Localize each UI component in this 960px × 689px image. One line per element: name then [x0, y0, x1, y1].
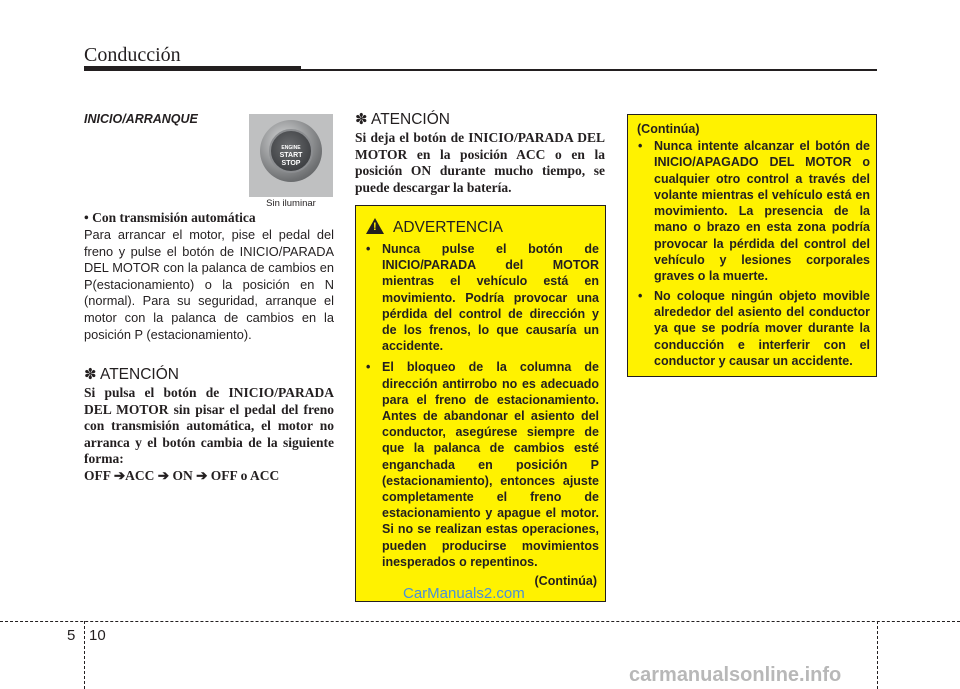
- warning-box: [355, 205, 606, 602]
- attention-1-sequence: OFF ➔ACC ➔ ON ➔ OFF o ACC: [84, 467, 280, 483]
- footer-separator: [877, 621, 878, 689]
- warning-continues: (Continúa): [534, 574, 597, 588]
- footer-rule: [0, 621, 960, 622]
- attention-1-text: Si pulsa el botón de INICIO/PARADA DEL MOTOR sin pisar el pedal del freno con transmisión automática, el motor no arranca y el botón cambia de la siguiente forma:: [84, 385, 334, 466]
- bullet-icon: •: [366, 242, 371, 256]
- attention-star-icon: ✽: [355, 111, 368, 128]
- start-button-label: [271, 144, 311, 168]
- bullet-icon: •: [638, 139, 643, 153]
- page-chapter-number: 5: [67, 627, 76, 644]
- continuation-list: [637, 138, 870, 372]
- warning-exclamation-icon: !: [373, 221, 377, 233]
- warning-title: ADVERTENCIA: [393, 219, 503, 236]
- attention-2-text: Si deja el botón de INICIO/PARADA DEL MOTOR en la posición ACC o en la posición ON durante mucho tiempo, se puede descargar la batería.: [355, 130, 605, 195]
- attention-1-title: [84, 366, 179, 384]
- start-button-line3: STOP: [281, 160, 301, 167]
- start-button-line2: START: [279, 152, 303, 159]
- transmission-subheading: • Con transmisión automática: [84, 210, 256, 225]
- warning-item-text: El bloqueo de la columna de dirección antirrobo no es adecuado para el freno de estacionamiento. Antes de abandonar el asiento del conductor, asegúrese siempre de que la palanca de cambios esté enganchada en posición P (estacionamiento), entonces ajuste completamente el freno de estacionamiento y apague el motor. Si no se realizan estas operaciones, pueden producirse movimientos inesperados o repentinos.: [382, 360, 599, 569]
- page-header-title: Conducción: [84, 44, 181, 66]
- attention-2-title-text: ATENCIÓN: [371, 111, 450, 128]
- photo-caption: Sin iluminar: [249, 197, 333, 211]
- list-item: [637, 138, 870, 285]
- warning-list: [365, 241, 599, 575]
- start-button-line1: ENGINE: [281, 145, 301, 151]
- footer-separator: [84, 621, 85, 689]
- bullet-icon: •: [638, 288, 643, 303]
- bullet-icon: •: [366, 360, 371, 375]
- engine-start-button-photo: [249, 114, 333, 211]
- continuation-item-text: Nunca intente alcanzar el botón de INICIO/APAGADO DEL MOTOR o cualquier otro control a través del volante mientras el vehículo está en movimiento. La presencia de la mano o brazo en esta zona podría provocar la pérdida del control del vehículo y lesiones corporales graves o la muerte.: [654, 139, 870, 284]
- list-item: [637, 288, 870, 369]
- list-item: [365, 241, 599, 354]
- start-button-face: [269, 129, 313, 173]
- start-section-heading: INICIO/ARRANQUE: [84, 112, 198, 126]
- watermark-bottom: carmanualsonline.info: [629, 664, 842, 686]
- continuation-item-text: No coloque ningún objeto movible alrededor del asiento del conductor ya que se podría mover durante la conducción e interferir con el conductor y causar un accidente.: [654, 288, 870, 368]
- continuation-box: [627, 114, 877, 377]
- attention-1-body: [84, 385, 334, 484]
- attention-star-icon: ✽: [84, 366, 97, 383]
- watermark-top: CarManuals2.com: [403, 585, 525, 602]
- attention-2-title: [355, 111, 450, 129]
- header-rule-thin: [301, 69, 877, 71]
- list-item: [365, 359, 599, 570]
- warning-item-text: Nunca pulse el botón de INICIO/PARADA del MOTOR mientras el vehículo está en movimiento. Podría provocar una pérdida del control de dirección y de los frenos, lo que causaría un accidente.: [382, 242, 599, 354]
- continuation-label: (Continúa): [637, 122, 700, 136]
- start-button-bezel: [260, 120, 322, 182]
- page-number: 10: [89, 627, 106, 644]
- attention-1-title-text: ATENCIÓN: [100, 366, 179, 383]
- start-paragraph: Para arrancar el motor, pise el pedal del freno y pulse el botón de INICIO/PARADA DEL MOTOR con la palanca de cambios en P(estacionamiento) o la posición en N (normal). Para su seguridad, arranque el motor con la palanca de cambios en la posición P (estacionamiento).: [84, 227, 334, 342]
- header-rule-thick: [84, 66, 301, 71]
